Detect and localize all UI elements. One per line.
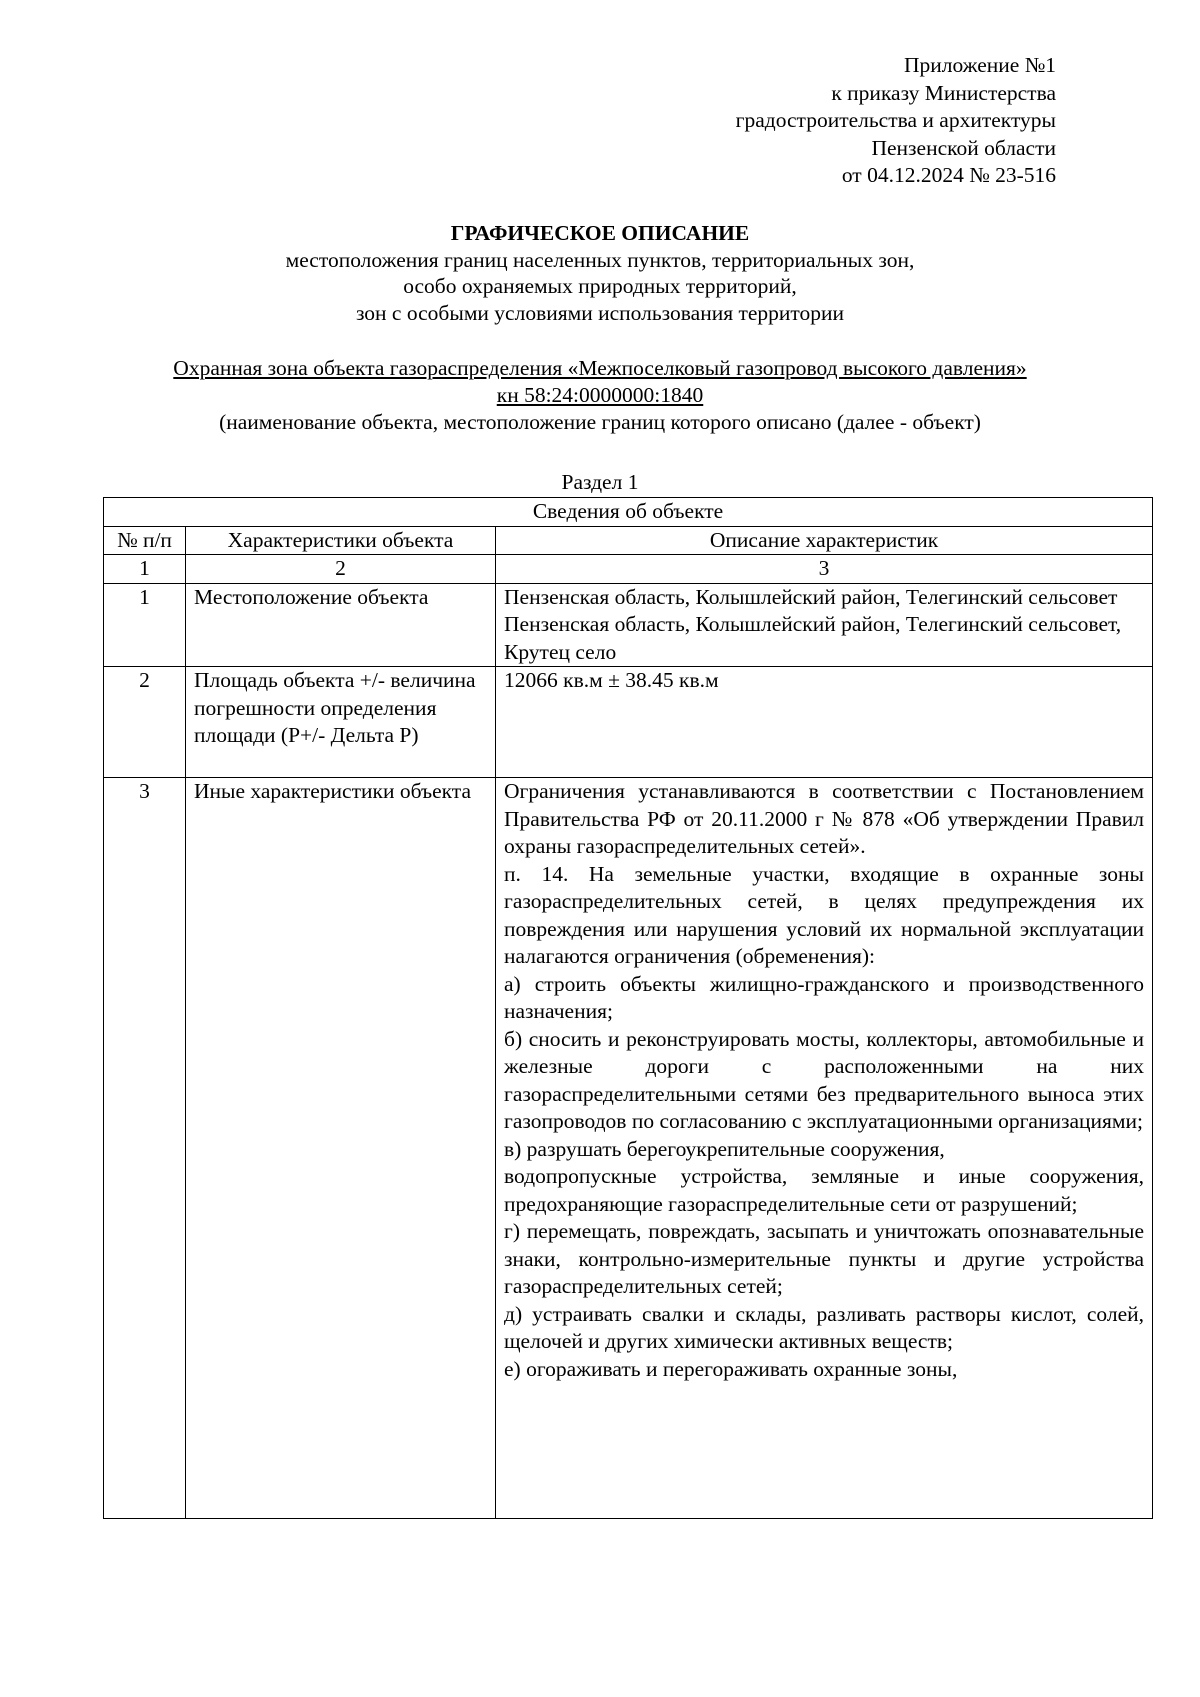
column-header-number: № п/п bbox=[104, 526, 186, 555]
row-description bbox=[496, 778, 1153, 1519]
appendix-line: к приказу Министерства bbox=[831, 80, 1056, 105]
document-subtitle-line: особо охраняемых природных территорий, bbox=[403, 274, 797, 298]
row-characteristic: Площадь объекта +/- величина погрешности определения площади (P+/- Дельта P) bbox=[186, 667, 496, 778]
description-paragraph: Ограничения устанавливаются в соответствии с Постановлением Правительства РФ от 20.11.2000 г № 878 «Об утверждении Правил охраны газораспределительных сетей». bbox=[504, 779, 1144, 858]
description-paragraph: в) разрушать берегоукрепительные сооружения, bbox=[504, 1136, 945, 1161]
description-paragraph: г) перемещать, повреждать, засыпать и уничтожать опознавательные знаки, контрольно-измерительные пункты и другие устройства газораспределительных сетей; bbox=[504, 1219, 1144, 1298]
document-subtitle-line: зон с особыми условиями использования территории bbox=[355, 300, 845, 325]
column-header-description: Описание характеристик bbox=[496, 526, 1153, 555]
column-number: 2 bbox=[186, 555, 496, 584]
description-paragraph: водопропускные устройства, земляные и иные сооружения, предохраняющие газораспределительные сети от разрушений; bbox=[504, 1164, 1144, 1216]
row-number: 1 bbox=[104, 583, 186, 667]
column-number: 1 bbox=[104, 555, 186, 584]
column-number: 3 bbox=[496, 555, 1153, 584]
column-numbers-row bbox=[104, 555, 1153, 584]
row-description bbox=[496, 667, 1153, 778]
description-paragraph: п. 14. На земельные участки, входящие в охранные зоны газораспределительных сетей, в целях предупреждения их повреждения или нарушения условий их нормальной эксплуатации налагаются ограничения (обременения): bbox=[504, 861, 1144, 968]
appendix-line: градостроительства и архитектуры bbox=[735, 108, 1056, 132]
object-name: Охранная зона объекта газораспределения «Межпоселковый газопровод высокого давления» bbox=[173, 356, 1027, 380]
appendix-line: от 04.12.2024 № 23-516 bbox=[841, 163, 1056, 187]
table-title: Сведения об объекте bbox=[104, 498, 1153, 527]
row-characteristic: Иные характеристики объекта bbox=[186, 778, 496, 1519]
object-cadastral-number: кн 58:24:0000000:1840 bbox=[496, 383, 704, 407]
description-paragraph: е) огораживать и перегораживать охранные зоны, bbox=[504, 1356, 958, 1381]
document-header bbox=[100, 220, 1100, 326]
description-paragraph: 12066 кв.м ± 38.45 кв.м bbox=[504, 668, 719, 692]
appendix-line: Пензенской области bbox=[871, 135, 1056, 160]
row-number: 3 bbox=[104, 778, 186, 1519]
row-description bbox=[496, 583, 1153, 667]
table-row bbox=[104, 778, 1153, 1519]
description-paragraph: Пензенская область, Колышлейский район, Телегинский сельсовет, Крутец село bbox=[504, 612, 1122, 664]
object-name-caption: (наименование объекта, местоположение границ которого описано (далее - объект) bbox=[219, 410, 981, 434]
appendix-line: Приложение №1 bbox=[903, 53, 1056, 77]
description-paragraph: б) сносить и реконструировать мосты, коллекторы, автомобильные и железные дороги с расположенными на них газораспределительными сетями без предварительного выноса этих газопроводов по согласованию с эксплуатационными организациями; bbox=[504, 1026, 1144, 1133]
document-subtitle-line: местоположения границ населенных пунктов, территориальных зон, bbox=[285, 247, 915, 272]
object-info-table bbox=[103, 497, 1153, 1519]
table-header-row bbox=[104, 526, 1153, 555]
document-title: ГРАФИЧЕСКОЕ ОПИСАНИЕ bbox=[450, 221, 750, 245]
row-number: 2 bbox=[104, 667, 186, 778]
row-characteristic: Местоположение объекта bbox=[186, 583, 496, 667]
table-row bbox=[104, 667, 1153, 778]
table-title-row bbox=[104, 498, 1153, 527]
object-name-block bbox=[100, 355, 1100, 436]
section-label: Раздел 1 bbox=[561, 470, 639, 494]
description-paragraph: д) устраивать свалки и склады, разливать растворы кислот, солей, щелочей и других химически активных веществ; bbox=[504, 1301, 1144, 1353]
description-paragraph: а) строить объекты жилищно-гражданского и производственного назначения; bbox=[504, 971, 1144, 1023]
column-header-characteristic: Характеристики объекта bbox=[186, 526, 496, 555]
description-paragraph: Пензенская область, Колышлейский район, Телегинский сельсовет bbox=[504, 584, 1118, 609]
appendix-block bbox=[736, 52, 1056, 190]
table-row bbox=[104, 583, 1153, 667]
